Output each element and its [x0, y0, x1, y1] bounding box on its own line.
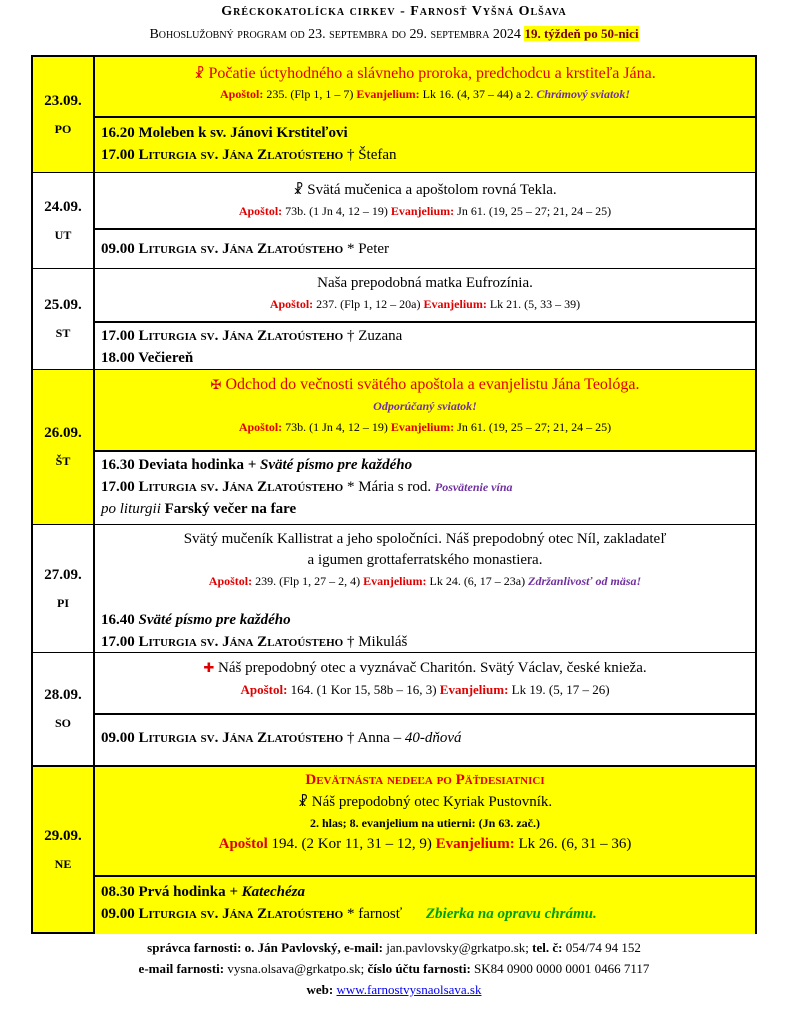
feast-name: Náš prepodobný otec Kyriak Pustovník. — [311, 794, 553, 810]
service-name: Prvá hodinka — [138, 884, 226, 900]
parish-email: vysna.olsava@grkatpo.sk; — [227, 961, 365, 976]
service-item — [101, 727, 755, 749]
liturgical-info — [95, 767, 755, 875]
cross-icon: ✠ — [210, 377, 222, 392]
day-date: 27.09. — [44, 566, 82, 583]
day-of-week: SO — [54, 716, 71, 730]
service-extra: 40-dňová — [404, 730, 462, 746]
day-row-tuesday — [33, 172, 755, 268]
service-item — [101, 498, 755, 520]
service-time: 16.30 — [101, 457, 135, 473]
evanjelium-label: Evanjelium: — [363, 574, 427, 588]
evanjelium-reading: Jn 61. (19, 25 – 27; 21, 24 – 25) — [457, 204, 612, 218]
feast-name-line1: Svätý mučeník Kallistrat a jeho spoločníci. Náš prepodobný otec Níl, zakladateľ — [183, 531, 667, 547]
feast-name: Počatie úctyhodného a slávneho proroka, predchodcu a krstiteľa Jána. — [208, 65, 656, 82]
apostol-label: Apoštol: — [269, 297, 314, 311]
admin-email: jan.pavlovsky@grkatpo.sk; — [386, 940, 529, 955]
footer-line-admin — [0, 937, 788, 958]
apostol-label: Apoštol: — [238, 204, 283, 218]
collection-note: Zbierka na opravu chrámu. — [425, 906, 597, 922]
fasting-note: Zdržanlivosť od mäsa! — [528, 574, 642, 588]
day-row-friday — [33, 524, 755, 652]
services-list — [95, 450, 755, 525]
week-badge: 19. týždeň po 50-nici — [524, 26, 639, 41]
evanjelium-label: Evanjelium: — [356, 87, 420, 101]
apostol-reading: 237. (Flp 1, 12 – 20a) — [316, 297, 421, 311]
date-cell — [33, 767, 95, 932]
service-name: Večiereň — [138, 350, 194, 366]
apostol-reading: 235. (Flp 1, 1 – 7) — [266, 87, 354, 101]
service-time: 16.20 — [101, 125, 135, 141]
service-intent: * Mária s rod. — [346, 479, 432, 495]
service-item — [101, 903, 755, 925]
liturgical-info — [95, 653, 755, 713]
service-extra: + Sväté písmo pre každého — [247, 457, 413, 473]
feast-name: Svätá mučenica a apoštolom rovná Tekla. — [307, 182, 557, 198]
day-row-saturday — [33, 652, 755, 765]
service-time: 17.00 — [101, 634, 135, 650]
day-date: 28.09. — [44, 687, 82, 703]
service-item — [101, 238, 755, 260]
day-date: 26.09. — [44, 425, 82, 441]
liturgical-info — [95, 269, 755, 321]
date-cell — [33, 525, 95, 652]
apostol-reading: 73b. (1 Jn 4, 12 – 19) — [285, 420, 388, 434]
schedule-table — [31, 55, 757, 934]
service-item — [101, 325, 755, 347]
feast-name: Naša prepodobná matka Eufrozínia. — [317, 275, 533, 291]
evanjelium-label: Evanjelium: — [439, 682, 509, 697]
services-list — [95, 228, 755, 269]
service-name: Farský večer na fare — [164, 501, 297, 517]
service-intent: † Štefan — [346, 147, 397, 163]
date-cell — [33, 173, 95, 268]
service-item — [101, 881, 755, 903]
day-row-thursday — [33, 369, 755, 524]
service-time: 08.30 — [101, 884, 135, 900]
evanjelium-reading: Lk 26. (6, 31 – 36) — [518, 836, 632, 852]
service-item — [101, 476, 755, 498]
day-of-week: UT — [54, 227, 72, 242]
service-intent: † Zuzana — [346, 328, 403, 344]
pentecost-christ-icon: ☧ — [194, 66, 205, 81]
evanjelium-reading: Lk 19. (5, 17 – 26) — [511, 682, 610, 697]
day-of-week: ST — [55, 326, 71, 340]
service-name: Liturgia sv. Jána Zlatoústeho — [138, 328, 344, 344]
service-extra: Posvätenie vína — [434, 480, 513, 494]
admin-name: o. Ján Pavlovský, — [244, 940, 341, 955]
service-time: 09.00 — [101, 906, 135, 922]
apostol-reading: 73b. (1 Jn 4, 12 – 19) — [285, 204, 388, 218]
liturgical-info — [95, 173, 755, 228]
website-link[interactable]: www.farnostvysnaolsava.sk — [336, 982, 482, 997]
service-time: 18.00 — [101, 350, 135, 366]
program-range: Bohoslužobný program od 23. septembra do 29. septembra 2024 — [149, 27, 521, 42]
apostol-reading: 239. (Flp 1, 27 – 2, 4) — [255, 574, 361, 588]
email-label: e-mail: — [343, 940, 383, 955]
apostol-reading: 194. (2 Kor 11, 31 – 12, 9) — [271, 836, 432, 852]
evanjelium-label: Evanjelium: — [390, 420, 455, 434]
service-item — [101, 609, 755, 631]
pentecost-christ-icon: ☧ — [293, 182, 304, 197]
footer-contacts — [0, 937, 788, 1000]
day-of-week: ŠT — [55, 454, 71, 468]
liturgical-info — [95, 525, 755, 609]
service-name: Liturgia sv. Jána Zlatoústeho — [138, 241, 344, 257]
service-intent: † Anna – — [346, 730, 402, 746]
pentecost-christ-icon: ☧ — [297, 794, 309, 809]
day-date: 29.09. — [44, 827, 82, 844]
apostol-label: Apoštol: — [240, 682, 288, 697]
service-item — [101, 144, 755, 166]
service-intent: * farnosť — [346, 906, 403, 922]
evanjelium-label: Evanjelium: — [435, 836, 515, 852]
feast-name-line2: a igumen grottaferratského monastiera. — [307, 552, 543, 568]
evanjelium-reading: Lk 21. (5, 33 – 39) — [489, 297, 581, 311]
services-list — [95, 321, 755, 370]
day-date: 24.09. — [44, 198, 82, 215]
date-cell — [33, 653, 95, 765]
service-pre: po liturgii — [101, 501, 161, 517]
service-item — [101, 347, 755, 369]
day-row-sunday — [33, 765, 755, 932]
admin-phone: 054/74 94 152 — [565, 940, 641, 955]
evanjelium-reading: Jn 61. (19, 25 – 27; 21, 24 – 25) — [457, 420, 612, 434]
service-name: Liturgia sv. Jána Zlatoústeho — [138, 147, 344, 163]
service-intent: † Mikuláš — [346, 634, 408, 650]
liturgical-info — [95, 370, 755, 450]
day-of-week: NE — [54, 856, 72, 871]
feast-note: Chrámový sviatok! — [536, 87, 630, 101]
day-row-monday — [33, 57, 755, 172]
evanjelium-label: Evanjelium: — [423, 297, 487, 311]
feast-note: Odporúčaný sviatok! — [373, 399, 477, 413]
evanjelium-reading: Lk 16. (4, 37 – 44) a 2. — [422, 87, 534, 101]
apostol-reading: 164. (1 Kor 15, 58b – 16, 3) — [290, 682, 437, 697]
day-row-wednesday — [33, 268, 755, 369]
tone-info: 2. hlas; 8. evanjelium na utierni: (Jn 63. zač.) — [310, 816, 540, 830]
service-time: 09.00 — [101, 730, 135, 746]
apostol-label: Apoštol: — [238, 420, 283, 434]
sunday-title: Devätnásta nedeľa po Päťdesiatnici — [305, 772, 545, 788]
services-list — [95, 713, 755, 766]
date-cell — [33, 57, 95, 172]
service-time: 16.40 — [101, 612, 135, 628]
day-date: 25.09. — [44, 297, 82, 313]
day-of-week: PO — [54, 121, 72, 136]
services-list — [95, 116, 755, 172]
service-extra: + Katechéza — [229, 884, 305, 900]
service-time: 17.00 — [101, 147, 135, 163]
evanjelium-label: Evanjelium: — [390, 204, 455, 218]
program-subtitle — [0, 26, 788, 43]
service-name: Liturgia sv. Jána Zlatoústeho — [138, 634, 344, 650]
service-time: 09.00 — [101, 241, 135, 257]
apostol-label: Apoštol: — [208, 574, 253, 588]
date-cell — [33, 370, 95, 524]
service-item — [101, 122, 755, 144]
service-name: Moleben k sv. Jánovi Krstiteľovi — [138, 125, 348, 141]
service-time: 17.00 — [101, 328, 135, 344]
service-item — [101, 454, 755, 476]
service-name: Liturgia sv. Jána Zlatoústeho — [138, 730, 344, 746]
account-number: SK84 0900 0000 0001 0466 7117 — [474, 961, 650, 976]
service-name: Liturgia sv. Jána Zlatoústeho — [138, 479, 344, 495]
service-intent: * Peter — [346, 241, 390, 257]
feast-name: Náš prepodobný otec a vyznávač Charitón. Svätý Václav, české knieža. — [218, 660, 647, 676]
apostol-label: Apoštol: — [219, 87, 264, 101]
day-date: 23.09. — [44, 92, 82, 109]
services-list — [95, 875, 755, 934]
liturgical-info — [95, 57, 755, 116]
service-name: Deviata hodinka — [138, 457, 244, 473]
date-cell — [33, 269, 95, 369]
service-name: Sväté písmo pre každého — [138, 612, 291, 628]
parish-title: Gréckokatolícka cirkev - Farnosť Vyšná Olšava — [221, 4, 567, 19]
apostol-label: Apoštol — [218, 836, 268, 852]
admin-label: správca farnosti: — [147, 940, 242, 955]
web-label: web: — [306, 982, 334, 997]
footer-line-parish — [0, 958, 788, 979]
service-time: 17.00 — [101, 479, 135, 495]
phone-label: tel. č: — [532, 940, 563, 955]
cross-icon: ✚ — [203, 660, 215, 675]
day-of-week: PI — [57, 595, 69, 610]
account-label: číslo účtu farnosti: — [367, 961, 471, 976]
footer-line-web — [0, 979, 788, 1000]
service-name: Liturgia sv. Jána Zlatoústeho — [138, 906, 344, 922]
parish-email-label: e-mail farnosti: — [138, 961, 225, 976]
evanjelium-reading: Lk 24. (6, 17 – 23a) — [429, 574, 526, 588]
services-list — [95, 609, 755, 653]
feast-name: Odchod do večnosti svätého apoštola a evanjelistu Jána Teológa. — [225, 376, 640, 393]
service-item — [101, 631, 755, 653]
